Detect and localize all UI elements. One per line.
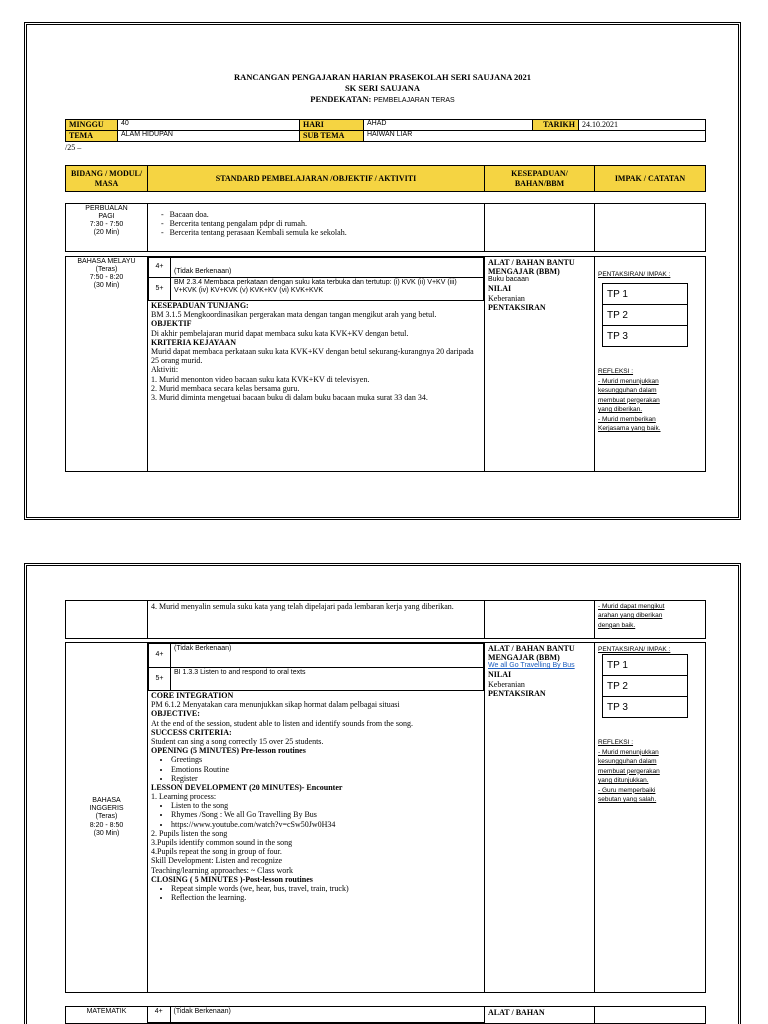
level-5-text: BM 2.3.4 Membaca perkataan dengan suku kata terbuka dan tertutup: (i) KVK (ii) V+KV (iii) V+KVK (iv) KV+KVK (v) KVK+KV (vi) KVK+KVK (171, 278, 484, 301)
bm-duration: (30 Min) (93, 282, 120, 290)
core-integration-text: PM 6.1.2 Menyatakan cara menunjukkan sikap hormat dalam pelbagai situasi (151, 700, 400, 710)
bi-label: BAHASA (92, 797, 121, 805)
bi-label-cell (66, 643, 148, 993)
perbualan-label: PERBUALAN (85, 205, 128, 212)
bm-bbm (485, 257, 595, 472)
bm-content (148, 257, 485, 472)
refleksi-line: kesungguhan dalam (598, 758, 657, 766)
subtema-label: SUB TEMA (300, 131, 364, 142)
refleksi-title: REFLEKSI : (598, 368, 634, 376)
perbualan-label-cell (66, 204, 148, 252)
perbualan-impak (595, 204, 706, 252)
bi-impak (595, 643, 706, 993)
school-name: SK SERI SAUJANA (344, 83, 421, 93)
step-item: 3.Pupils identify common sound in the song (151, 838, 293, 847)
level-4-label: 4+ (149, 644, 171, 668)
level-4-text: (Tidak Berkenaan) (171, 258, 484, 278)
refleksi-line: membuat pergerakan (598, 767, 660, 775)
perbualan-time: 7:30 - 7:50 (89, 221, 124, 229)
tp-3: TP 3 (603, 697, 688, 718)
kriteria-text: Murid dapat membaca perkataan suku kata KVK+KV dengan betul sekurang-kurangnya 20 daripada 25 orang murid. (151, 346, 474, 366)
tarikh-value: 24.10.2021 (579, 120, 706, 131)
perbualan-item: - Bacaan doa. (171, 210, 481, 219)
perbualan-row (65, 203, 706, 252)
header-standard: STANDARD PEMBELAJARAN /OBJEKTIF / AKTIVITI (148, 166, 485, 192)
refleksi-line: yang ditunjukkan. (598, 777, 649, 785)
perbualan-item: - Bercerita tentang pengalam pdpr di rumah. (171, 219, 481, 228)
perbualan-bbm (485, 204, 595, 252)
page-gap (0, 520, 768, 563)
bi-row (65, 642, 706, 993)
level-5-text: BI 1.3.3 Listen to and respond to oral texts (171, 668, 484, 691)
aktiviti-item: 2. Murid membaca secara kelas bersama guru. (151, 383, 300, 393)
refleksi-line: Kerjasama yang baik. (598, 424, 661, 432)
pentaksiran-title: PENTAKSIRAN (488, 302, 546, 312)
impak-line: dengan baik. (598, 621, 636, 629)
impak-line: - Murid dapat mengikut (598, 603, 665, 610)
refleksi-line: - Guru memperbaiki (598, 786, 656, 794)
learning-item: • Rhymes /Song : We all Go Travelling By Bus (171, 810, 481, 819)
continuation-label (66, 601, 148, 639)
pagi-label: PAGI (98, 213, 115, 221)
learning-process-label: 1. Learning process: (151, 792, 217, 802)
nilai-title: NILAI (488, 284, 512, 294)
tp-table (602, 654, 688, 718)
document-page-1 (24, 22, 741, 520)
minggu-value: 40 (118, 120, 300, 131)
perbualan-item: - Bercerita tentang perasaan Kembali semula ke sekolah. (171, 228, 481, 237)
document-title: RANCANGAN PENGAJARAN HARIAN PRASEKOLAH SERI SAUJANA 2021 (233, 72, 532, 82)
tema-label: TEMA (66, 131, 118, 142)
success-criteria-title: SUCCESS CRITERIA: (151, 727, 232, 737)
refleksi-block (598, 738, 702, 804)
bm-type: (Teras) (95, 266, 118, 274)
mt-content (148, 1007, 485, 1024)
kriteria-title: KRITERIA KEJAYAAN (151, 337, 236, 347)
nilai-item: Keberanian (488, 293, 525, 303)
teaching-approach: Teaching/learning approaches: ~ Class work (151, 865, 293, 875)
impak-title: PENTAKSIRAN/ IMPAK : (598, 646, 671, 653)
bi-duration: (30 Min) (93, 829, 120, 837)
impak-title: PENTAKSIRAN/ IMPAK : (598, 271, 671, 278)
step-item: 4.Pupils repeat the song in group of four. (151, 847, 282, 857)
success-criteria-text: Student can sing a song correctly 15 over 25 students. (151, 736, 324, 746)
refleksi-line: sebutan yang salah. (598, 795, 657, 803)
objective-text: At the end of the session, student able to listen and identify sounds from the song. (151, 718, 413, 728)
bbm-title: ALAT / BAHAN BANTU MENGAJAR (BBM) (488, 644, 575, 663)
objektif-title: OBJEKTIF (151, 319, 192, 329)
minggu-label: MINGGU (66, 120, 118, 131)
bm-row (65, 256, 706, 472)
continuation-impak (595, 601, 706, 639)
tp-2: TP 2 (603, 676, 688, 697)
hari-value: AHAD (364, 120, 533, 131)
hari-label: HARI (300, 120, 364, 131)
core-integration-title: CORE INTEGRATION (151, 691, 234, 700)
lesson-development-title: LESSON DEVELOPMENT (20 MINUTES)- Encounter (151, 782, 343, 792)
bm-label: BAHASA MELAYU (77, 258, 136, 265)
bi-content (148, 643, 485, 993)
opening-item: • Register (171, 774, 481, 783)
objective-title: OBJECTIVE: (151, 709, 200, 719)
level-4-label: 4+ (148, 1007, 170, 1022)
mt-level-table (148, 1007, 484, 1023)
header-kesepaduan: KESEPADUAN/ BAHAN/BBM (485, 166, 595, 192)
refleksi-line: kesungguhan dalam (598, 387, 657, 395)
nilai-title: NILAI (488, 670, 512, 680)
continuation-text: 4. Murid menyalin semula suku kata yang telah dipelajari pada lembaran kerja yang diberikan. (148, 601, 485, 639)
mt-bbm-title: ALAT / BAHAN (485, 1007, 595, 1024)
skill-development: Skill Development: Listen and recognize (151, 856, 283, 866)
bi-type: (Teras) (95, 813, 118, 821)
opening-title: OPENING (5 MINUTES) Pre-lesson routines (151, 746, 306, 756)
mt-impak (595, 1007, 706, 1024)
lesson-table-header (65, 165, 706, 192)
tp-3: TP 3 (603, 326, 688, 347)
bm-level-table (148, 257, 484, 301)
youtube-link-text: • https://www.youtube.com/watch?v=cSw50Jw0H34 (171, 820, 481, 829)
impak-line: arahan yang diberikan (598, 612, 663, 620)
bi-time: 8:20 - 8:50 (89, 821, 124, 829)
refleksi-line: membuat pergerakan (598, 396, 660, 404)
pentaksiran-title: PENTAKSIRAN (488, 688, 546, 698)
closing-item: • Reflection the learning. (171, 893, 481, 902)
inggeris-label: INGGERIS (89, 805, 124, 813)
kesepaduan-tunjang-text: BM 3.1.5 Mengkoordinasikan pergerakan mata dengan tangan mengikut arah yang betul. (151, 310, 437, 320)
continuation-bbm (485, 601, 595, 639)
refleksi-block (598, 367, 702, 433)
aktiviti-item: 3. Murid diminta mengetuai bacaan buku di dalam buku bacaan muka surat 33 dan 34. (151, 392, 428, 402)
bi-bbm (485, 643, 595, 993)
learning-item: • Listen to the song (171, 801, 481, 810)
level-5-label: 5+ (149, 278, 171, 301)
level-4-text: (Tidak Berkenaan) (170, 1007, 484, 1022)
closing-title: CLOSING ( 5 MINUTES )-Post-lesson routines (151, 874, 313, 884)
perbualan-activities (148, 204, 485, 252)
level-4-label: 4+ (149, 258, 171, 278)
refleksi-line: yang diberikan. (598, 406, 643, 414)
aktiviti-title: Aktiviti: (151, 365, 179, 375)
document-page-2 (24, 563, 741, 1024)
objektif-text: Di akhir pembelajaran murid dapat membaca suku kata KVK+KV dengan betul. (151, 328, 409, 338)
approach-label: PENDEKATAN: (310, 94, 372, 104)
mt-row (65, 1006, 706, 1024)
bm-impak (595, 257, 706, 472)
closing-item: • Repeat simple words (we, hear, bus, travel, train, truck) (171, 884, 481, 893)
song-link[interactable]: We all Go Travelling By Bus (488, 662, 575, 670)
opening-item: • Greetings (171, 755, 481, 764)
tarikh-label: TARIKH (533, 120, 579, 131)
nilai-item: Keberanian (488, 679, 525, 689)
bm-time: 7:50 - 8:20 (89, 274, 124, 282)
continuation-row (65, 600, 706, 639)
tp-table (602, 283, 688, 347)
bbm-title: ALAT / BAHAN BANTU MENGAJAR (BBM) (488, 258, 575, 277)
subtema-value: HAIWAN LIAR (364, 131, 706, 142)
tp-1: TP 1 (603, 284, 688, 305)
opening-item: • Emotions Routine (171, 765, 481, 774)
header-impak: IMPAK / CATATAN (595, 166, 706, 192)
bbm-item: Buku bacaan (488, 276, 529, 284)
bm-label-cell (66, 257, 148, 472)
tp-1: TP 1 (603, 655, 688, 676)
perbualan-duration: (20 Min) (93, 229, 120, 237)
refleksi-line: - Murid menunjukkan (598, 748, 659, 756)
refleksi-line: - Murid memberikan (598, 415, 656, 423)
info-table (65, 119, 706, 142)
step-item: 2. Pupils listen the song (151, 828, 228, 838)
refleksi-title: REFLEKSI : (598, 739, 634, 747)
approach-value: PEMBELAJARAN TERAS (373, 97, 455, 104)
kesepaduan-tunjang-title: KESEPADUAN TUNJANG: (151, 301, 249, 310)
bi-level-table (148, 643, 484, 691)
level-5-label: 5+ (149, 668, 171, 691)
tp-2: TP 2 (603, 305, 688, 326)
level-4-text: (Tidak Berkenaan) (171, 644, 484, 668)
aktiviti-item: 1. Murid menonton video bacaan suku kata KVK+KV di televisyen. (151, 374, 370, 384)
approach-line (27, 95, 738, 105)
mt-label: MATEMATIK (66, 1007, 148, 1024)
student-count-note: /25 – (65, 143, 82, 152)
header-bidang: BIDANG / MODUL/ MASA (66, 166, 148, 192)
tema-value: ALAM HIDUPAN (118, 131, 300, 142)
refleksi-line: - Murid menunjukkan (598, 377, 659, 385)
